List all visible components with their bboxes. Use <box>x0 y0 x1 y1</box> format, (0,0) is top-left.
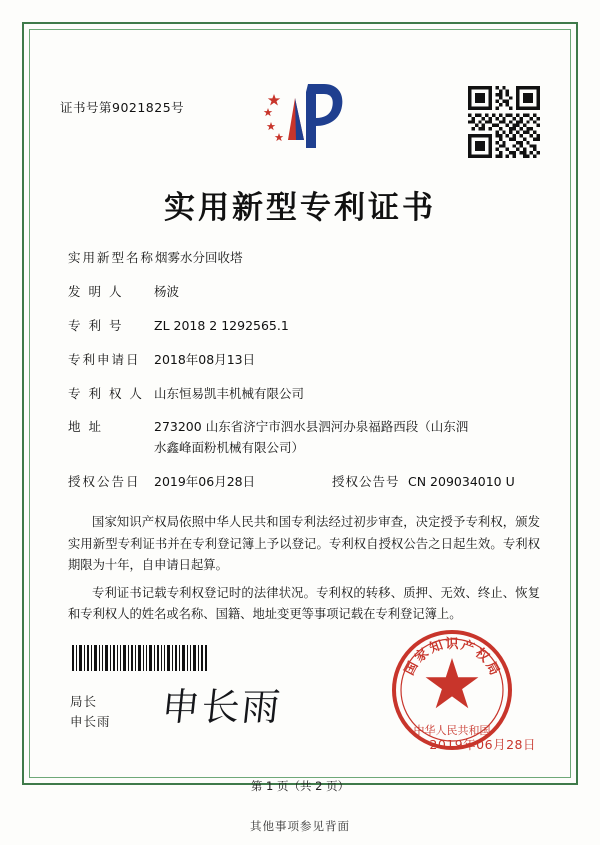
address-line-2: 水鑫峰面粉机械有限公司） <box>154 440 305 456</box>
field-row-patent-number <box>68 318 540 335</box>
svg-text:产: 产 <box>458 637 477 657</box>
field-value: 2019年06月28日 <box>154 474 256 490</box>
footer-note: 其他事项参见背面 <box>250 819 350 833</box>
qr-code <box>468 86 540 158</box>
corner-ornament-top-left <box>22 22 50 50</box>
paragraph-2: 专利证书记载专利权登记时的法律状况。专利权的转移、质押、无效、终止、恢复和专利权人的姓名或名称、国籍、地址变更等事项记载在专利登记簿上。 <box>68 585 540 622</box>
signatory-title: 局长 <box>70 694 98 709</box>
svg-text:中华人民共和国: 中华人民共和国 <box>413 724 491 737</box>
field-label: 授权公告日 <box>68 474 141 490</box>
svg-text:权: 权 <box>472 645 492 666</box>
field-row-utility-model-name <box>68 250 540 267</box>
field-label: 发 明 人 <box>68 283 124 299</box>
field-value: 山东恒易凯丰机械有限公司 <box>154 385 305 401</box>
field-value: 273200 山东省济宁市泗水县泗河办泉福路西段（山东泗 <box>154 419 469 435</box>
field-label: 地 址 <box>68 419 103 435</box>
field-row-application-date <box>68 352 540 369</box>
field-row-announcement <box>68 474 540 491</box>
svg-text:局: 局 <box>482 659 502 678</box>
corner-ornament-top-right <box>550 22 578 50</box>
svg-text:家: 家 <box>412 645 432 666</box>
paragraph-1: 国家知识产权局依照中华人民共和国专利法经过初步审查，决定授予专利权，颁发实用新型专利证书并在专利登记簿上予以登记。专利权自授权公告之日起生效。专利权期限为十年，自申请日起算。 <box>68 515 540 573</box>
svg-text:国: 国 <box>402 659 422 678</box>
field-row-patentee <box>68 386 540 403</box>
certificate-number: 证书号第9021825号 <box>60 100 185 115</box>
field-row-inventor <box>68 284 540 301</box>
barcode <box>72 645 207 671</box>
seal-date: 2019年06月28日 <box>429 737 536 752</box>
svg-text:识: 识 <box>445 637 459 652</box>
handwritten-signature: 申长雨 <box>159 685 284 729</box>
field-value-secondary: CN 209034010 U <box>408 474 515 490</box>
svg-text:知: 知 <box>427 637 446 657</box>
field-list <box>68 250 540 508</box>
field-value: 烟雾水分回收塔 <box>155 250 243 265</box>
legal-text <box>68 512 540 632</box>
field-label: 实用新型名称 <box>68 250 156 265</box>
field-label: 专 利 权 人 <box>68 385 144 401</box>
field-row-address <box>68 419 540 436</box>
field-label: 专利申请日 <box>68 351 141 367</box>
patent-office-logo-icon <box>262 78 352 154</box>
field-value: 2018年08月13日 <box>154 351 256 367</box>
field-value: ZL 2018 2 1292565.1 <box>154 317 289 333</box>
field-label-secondary: 授权公告号 <box>332 474 400 490</box>
page-number: 第 1 页（共 2 页） <box>250 779 350 793</box>
signatory-name: 申长雨 <box>70 714 111 729</box>
official-seal <box>390 628 514 752</box>
field-label: 专 利 号 <box>68 317 124 333</box>
signatory-block <box>70 692 111 732</box>
page-title: 实用新型专利证书 <box>164 190 436 226</box>
field-value: 杨波 <box>154 283 180 299</box>
